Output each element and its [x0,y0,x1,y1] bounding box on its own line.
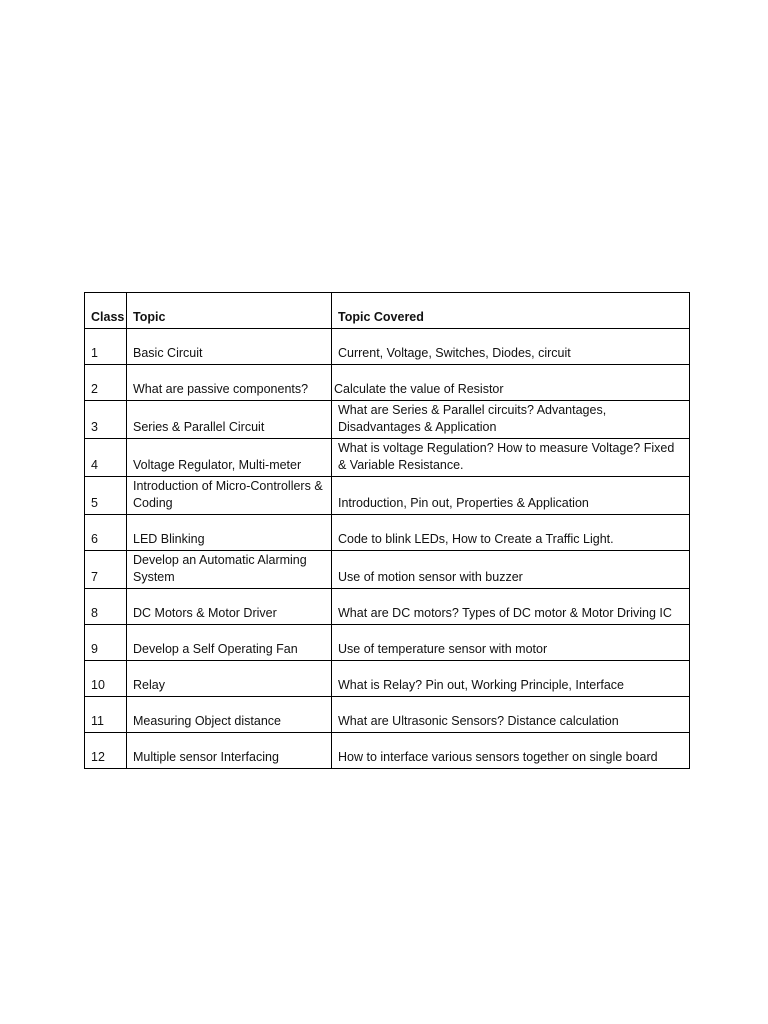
topic-covered-cell: How to interface various sensors together on single board [332,733,690,769]
class-number: 3 [85,401,127,439]
topic-cell: Relay [127,661,332,697]
topic-covered-cell: Use of temperature sensor with motor [332,625,690,661]
topic-covered-cell: What is voltage Regulation? How to measure Voltage? Fixed & Variable Resistance. [332,439,690,477]
class-number: 10 [85,661,127,697]
class-number: 7 [85,551,127,589]
topic-covered-cell: Calculate the value of Resistor [332,365,690,401]
table-row [85,661,690,697]
class-number: 8 [85,589,127,625]
topic-covered-cell: What are DC motors? Types of DC motor & Motor Driving IC [332,589,690,625]
topic-cell: What are passive components? [127,365,332,401]
table-row [85,697,690,733]
topic-covered-cell: What are Series & Parallel circuits? Advantages, Disadvantages & Application [332,401,690,439]
class-number: 6 [85,515,127,551]
table-row [85,477,690,515]
topic-cell: LED Blinking [127,515,332,551]
class-number: 1 [85,329,127,365]
topic-cell: Measuring Object distance [127,697,332,733]
header-topic: Topic [127,293,332,329]
topic-cell: Voltage Regulator, Multi-meter [127,439,332,477]
topic-covered-cell: Current, Voltage, Switches, Diodes, circuit [332,329,690,365]
topic-cell: Multiple sensor Interfacing [127,733,332,769]
topic-covered-cell: Code to blink LEDs, How to Create a Traffic Light. [332,515,690,551]
header-topic-covered: Topic Covered [332,293,690,329]
topic-cell: Series & Parallel Circuit [127,401,332,439]
syllabus-table [84,292,690,769]
table-row [85,439,690,477]
topic-cell: DC Motors & Motor Driver [127,589,332,625]
topic-cell: Basic Circuit [127,329,332,365]
class-number: 11 [85,697,127,733]
class-number: 2 [85,365,127,401]
table-row [85,401,690,439]
topic-covered-cell: Use of motion sensor with buzzer [332,551,690,589]
class-number: 12 [85,733,127,769]
table-header-row [85,293,690,329]
table-row [85,515,690,551]
topic-cell: Introduction of Micro-Controllers & Coding [127,477,332,515]
header-class: Class [85,293,127,329]
topic-covered-cell: Introduction, Pin out, Properties & Application [332,477,690,515]
table-row [85,589,690,625]
class-number: 5 [85,477,127,515]
topic-cell: Develop an Automatic Alarming System [127,551,332,589]
table-row [85,365,690,401]
class-number: 4 [85,439,127,477]
table-row [85,625,690,661]
table-row [85,329,690,365]
topic-covered-cell: What is Relay? Pin out, Working Principle, Interface [332,661,690,697]
table-row [85,733,690,769]
class-number: 9 [85,625,127,661]
topic-covered-cell: What are Ultrasonic Sensors? Distance calculation [332,697,690,733]
topic-cell: Develop a Self Operating Fan [127,625,332,661]
table-row [85,551,690,589]
